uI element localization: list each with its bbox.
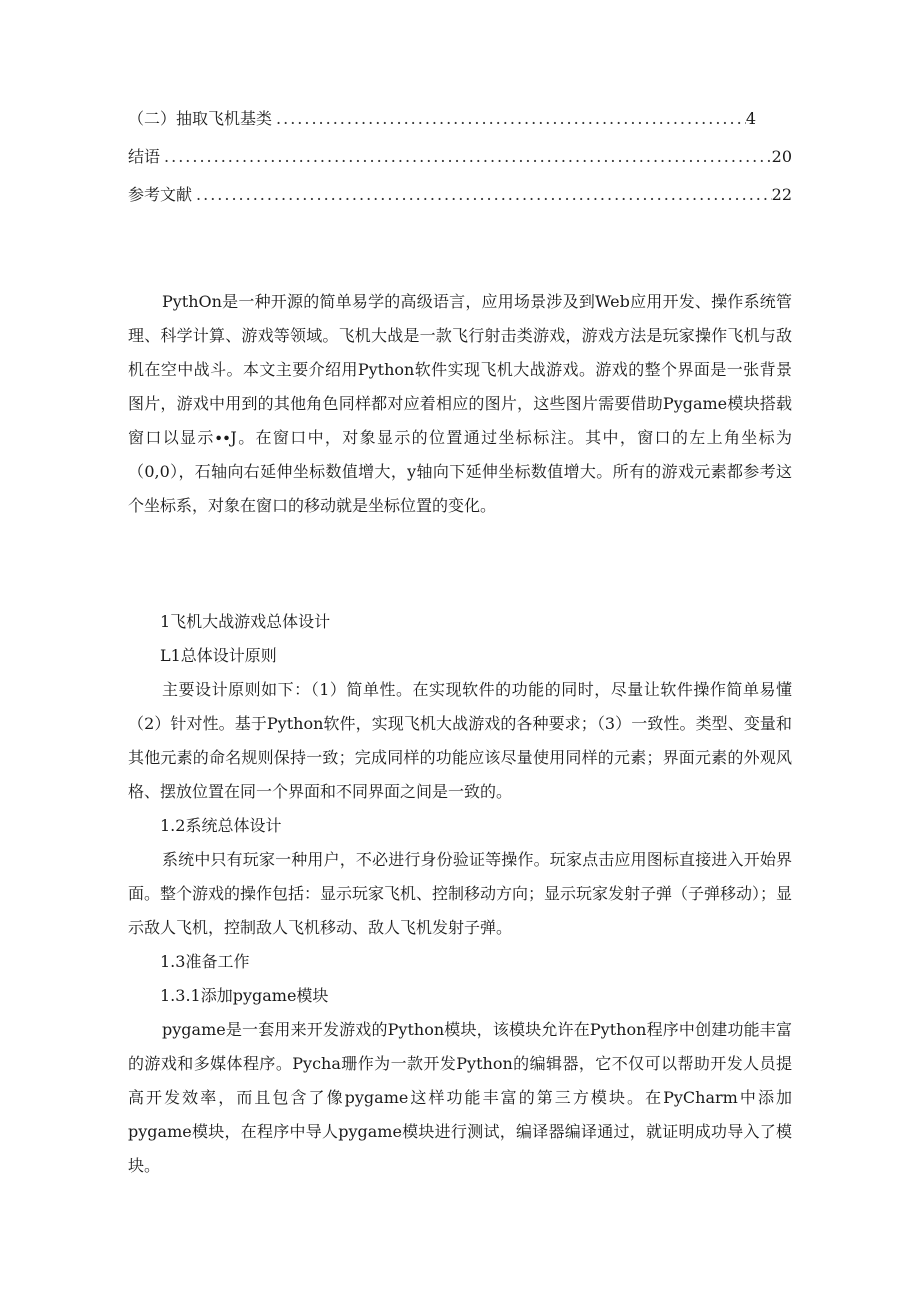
toc-entry-label: 参考文献 — [128, 185, 193, 204]
toc-leader-dots — [160, 138, 772, 176]
toc-entry[interactable] — [128, 176, 792, 214]
abstract-section — [128, 285, 792, 523]
toc-entry[interactable] — [128, 138, 792, 176]
body-paragraph: pygame是一套用来开发游戏的Python模块，该模块允许在Python程序中创建功能丰富的游戏和多媒体程序。Pycha珊作为一款开发Python的编辑器，它不仅可以帮助开发人员提高开发效率，而且包含了像pygame这样功能丰富的第三方模块。在PyCharm中添加pygame模块，在程序中导人pygame模块进行测试，编译器编译通过，就证明成功导入了模块。 — [128, 1020, 792, 1175]
toc-entry-label: 结语 — [128, 147, 161, 166]
toc-leader-dots — [272, 100, 746, 138]
toc-entry-page: 20 — [771, 147, 792, 166]
body-paragraph: 主要设计原则如下：（1）简单性。在实现软件的功能的同时，尽量让软件操作简单易懂（2）针对性。基于Python软件，实现飞机大战游戏的各种要求；（3）一致性。类型、变量和其他元素的命名规则保持一致；完成同样的功能应该尽量使用同样的元素；界面元素的外观风格、摆放位置在同一个界面和不同界面之间是一致的。 — [128, 680, 792, 801]
subsection-heading: 1.2系统总体设计 — [160, 816, 282, 835]
toc-entry-page: 22 — [771, 185, 792, 204]
subsubsection-heading: 1.3.1添加pygame模块 — [160, 986, 329, 1005]
table-of-contents — [128, 100, 792, 214]
toc-leader-dots — [192, 176, 772, 214]
subsection-heading: 1.3准备工作 — [160, 952, 250, 971]
toc-entry-label: （二）抽取飞机基类 — [128, 109, 273, 128]
body-paragraph: 系统中只有玩家一种用户，不必进行身份验证等操作。玩家点击应用图标直接进入开始界面。整个游戏的操作包括：显示玩家飞机、控制移动方向；显示玩家发射子弹（子弹移动）；显示敌人飞机，控制敌人飞机移动、敌人飞机发射子弹。 — [128, 850, 793, 937]
toc-entry-page: 4 — [745, 109, 756, 128]
subsection-heading: L1总体设计原则 — [160, 646, 277, 665]
chapter-section — [128, 605, 792, 1183]
chapter-heading: 1飞机大战游戏总体设计 — [160, 612, 331, 631]
toc-entry[interactable] — [128, 100, 756, 138]
abstract-paragraph: PythOn是一种开源的简单易学的高级语言，应用场景涉及到Web应用开发、操作系统管理、科学计算、游戏等领域。飞机大战是一款飞行射击类游戏，游戏方法是玩家操作飞机与敌机在空中战斗。本文主要介绍用Python软件实现飞机大战游戏。游戏的整个界面是一张背景图片，游戏中用到的其他角色同样都对应着相应的图片，这些图片需要借助Pygame模块搭载窗口以显示∙∙J。在窗口中，对象显示的位置通过坐标标注。其中，窗口的左上角坐标为（0,0），石轴向右延伸坐标数值增大，y轴向下延伸坐标数值增大。所有的游戏元素都参考这个坐标系，对象在窗口的移动就是坐标位置的变化。 — [128, 292, 792, 515]
